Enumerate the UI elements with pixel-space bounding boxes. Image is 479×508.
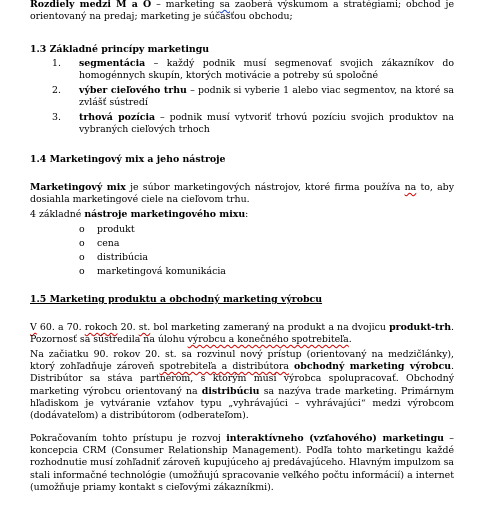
- list-item-rest: – podnik musí vytvoriť trhovú pozíciu svojich produktov na vybraných cieľových trhoch: [79, 112, 454, 136]
- marketing-mix-rest: to, aby dosiahla marketingové ciele na cieľovom trhu.: [30, 182, 454, 206]
- marketing-mix-text: je súbor marketingových nástrojov, ktoré firma používa: [125, 182, 405, 193]
- marketing-mix-bold: Marketingový mix: [30, 182, 126, 193]
- list-item-number: 3.: [52, 112, 61, 123]
- tools-intro-bold: nástroje marketingového mixu: [84, 209, 246, 220]
- p2-spot: spotrebiteľa a distribútora: [159, 361, 289, 373]
- bullet-icon: o: [79, 224, 85, 235]
- p2-text-d: sa nazýva trade marketing. Primárnym hľadiskom je vytváranie vzťahov typu „vyhrávajúci – vyhrávajúci“ medzi výrobcom (dodávateľom) a distribútorom (odberateľom).: [30, 385, 454, 422]
- list-item-number: 1.: [52, 58, 61, 69]
- p1-text-e: .: [348, 334, 352, 346]
- product-marketing-paragraph: [30, 322, 454, 346]
- crm-paragraph: [30, 433, 454, 494]
- tools-intro-colon: :: [245, 209, 249, 220]
- intro-bold: Rozdiely medzi M a O: [30, 0, 152, 10]
- marketing-mix-paragraph: [30, 182, 454, 206]
- p1-text-a: 60. a 70.: [36, 322, 85, 333]
- section-heading-1-3: 1.3 Základné princípy marketingu: [30, 44, 210, 55]
- bullet-text: marketingová komunikácia: [97, 266, 226, 277]
- bullet-icon: o: [79, 266, 85, 277]
- list-item-rest: – každý podnik musí segmenovať svojich zákazníkov do homogénnych skupín, ktorých motivácie a potreby sú spoločné: [79, 58, 454, 82]
- p2-bold: obchodný marketing výrobcu: [294, 361, 452, 373]
- p1-st: st.: [138, 322, 151, 333]
- p3-text-b: – koncepcia CRM (Consumer Relationship Management). Podľa tohto marketingu každé rozhodnutie musí zohľadniť zároveň kupujúceho aj predávajúceho. Hlavným impulzom sa stali informačné technológie (umožňujú spracovanie veľkého počtu informácií) a internet (umožňuje priamy kontakt s cieľovými zákazníkmi).: [30, 433, 454, 493]
- tools-intro-text: 4 základné: [30, 209, 85, 220]
- list-item-text: [79, 58, 454, 82]
- p1-vyrobcu: výrobcu a konečného spotrebiteľa: [187, 334, 349, 346]
- list-item-rest: – podnik si vyberie 1 alebo viac segmentov, na ktoré sa zvlášť sústredí: [79, 85, 454, 109]
- trade-marketing-paragraph: [30, 349, 454, 422]
- p1-text-b: 20.: [117, 322, 139, 333]
- list-item-bold: výber cieľového trhu: [79, 85, 187, 96]
- section-heading-1-4: 1.4 Marketingový mix a jeho nástroje: [30, 154, 226, 165]
- p2-text-a: Na začiatku 90. rokov 20. st. sa rozvinul nový prístup (orientovaný na medzičlánky), ktorý zohľadňuje zároveň: [30, 349, 454, 373]
- intro-sa: sa: [219, 0, 230, 10]
- bullet-text: produkt: [97, 224, 135, 235]
- tools-intro: [30, 209, 454, 221]
- p1-bold: produkt-trh: [389, 322, 452, 333]
- intro-paragraph: [30, 0, 454, 23]
- bullet-text: distribúcia: [97, 252, 148, 263]
- p1-v: V: [30, 322, 37, 333]
- bullet-icon: o: [79, 252, 85, 263]
- bullet-icon: o: [79, 238, 85, 249]
- bullet-text: cena: [97, 238, 120, 249]
- marketing-mix-na: na: [404, 182, 417, 193]
- list-item-bold: trhová pozícia: [79, 112, 156, 123]
- list-item-text: [79, 85, 454, 109]
- intro-rest: zaoberá výskumom a stratégiami; obchod je orientovaný na predaj; marketing je súčasťou obchodu;: [30, 0, 454, 23]
- p3-bold: interaktívneho (vzťahového) marketingu: [226, 433, 444, 444]
- p2-text-c: . Distribútor sa stáva partnerom, s ktorým musí výrobca spolupracovať. Obchodný marketing výrobcu orientovaný na: [30, 361, 454, 397]
- section-heading-1-5: 1.5 Marketing produktu a obchodný marketing výrobcu: [30, 294, 323, 305]
- list-item-bold: segmentácia: [79, 58, 146, 69]
- p1-text-c: bol marketing zameraný na produkt a na dvojicu: [150, 322, 390, 333]
- p2-bold2: distribúciu: [201, 385, 260, 397]
- list-item-number: 2.: [52, 85, 61, 96]
- p1-text-d: . Pozornosť sa sústredila na úlohu: [30, 322, 454, 346]
- list-item-text: [79, 112, 454, 136]
- p1-rokoch: rokoch: [84, 322, 118, 333]
- intro-text: – marketing: [151, 0, 220, 10]
- p3-text-a: Pokračovaním tohto prístupu je rozvoj: [30, 433, 227, 444]
